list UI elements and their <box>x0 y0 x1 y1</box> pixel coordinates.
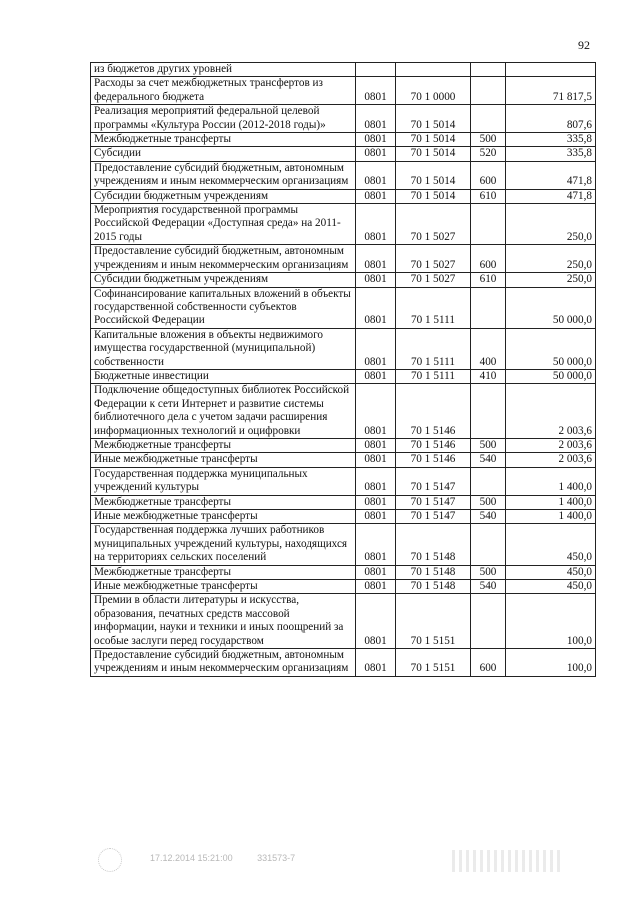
row-amount-cell: 471,8 <box>506 189 596 203</box>
row-target-article-cell: 70 1 5014 <box>396 133 471 147</box>
row-amount-cell: 450,0 <box>506 565 596 579</box>
table-row <box>91 77 596 105</box>
row-section-code-cell: 0801 <box>356 495 396 509</box>
row-amount-cell: 2 003,6 <box>506 453 596 467</box>
registration-stamp <box>98 848 122 872</box>
table-row <box>91 495 596 509</box>
row-section-code-cell: 0801 <box>356 453 396 467</box>
row-name-cell: Межбюджетные трансферты <box>91 438 356 452</box>
row-amount-cell: 450,0 <box>506 580 596 594</box>
row-section-code-cell: 0801 <box>356 565 396 579</box>
row-expense-type-cell: 600 <box>471 161 506 189</box>
row-target-article-cell: 70 1 5146 <box>396 438 471 452</box>
faded-signature-stamp <box>452 850 562 872</box>
row-target-article-cell: 70 1 5111 <box>396 369 471 383</box>
row-expense-type-cell: 410 <box>471 369 506 383</box>
row-expense-type-cell <box>471 105 506 133</box>
row-expense-type-cell <box>471 77 506 105</box>
row-amount-cell: 450,0 <box>506 524 596 565</box>
row-amount-cell <box>506 63 596 77</box>
row-expense-type-cell: 500 <box>471 565 506 579</box>
row-section-code-cell: 0801 <box>356 245 396 273</box>
row-target-article-cell: 70 1 5014 <box>396 161 471 189</box>
table-row <box>91 328 596 369</box>
row-target-article-cell: 70 1 5111 <box>396 328 471 369</box>
row-name-cell: Капитальные вложения в объекты недвижимого имущества государственной (муниципальной) собственности <box>91 328 356 369</box>
row-amount-cell: 335,8 <box>506 147 596 161</box>
row-target-article-cell: 70 1 0000 <box>396 77 471 105</box>
row-name-cell: Иные межбюджетные трансферты <box>91 580 356 594</box>
row-section-code-cell: 0801 <box>356 133 396 147</box>
row-expense-type-cell: 540 <box>471 453 506 467</box>
row-name-cell: Бюджетные инвестиции <box>91 369 356 383</box>
table-row <box>91 63 596 77</box>
row-section-code-cell: 0801 <box>356 369 396 383</box>
row-target-article-cell: 70 1 5147 <box>396 510 471 524</box>
table-row <box>91 287 596 328</box>
row-section-code-cell: 0801 <box>356 580 396 594</box>
row-target-article-cell: 70 1 5111 <box>396 287 471 328</box>
row-amount-cell: 250,0 <box>506 204 596 245</box>
row-name-cell: Реализация мероприятий федеральной целевой программы «Культура России (2012-2018 годы)» <box>91 105 356 133</box>
row-section-code-cell: 0801 <box>356 438 396 452</box>
row-section-code-cell: 0801 <box>356 384 396 439</box>
table-row <box>91 510 596 524</box>
row-name-cell: Межбюджетные трансферты <box>91 565 356 579</box>
row-name-cell: Подключение общедоступных библиотек Российской Федерации к сети Интернет и развитие системы библиотечного дела с учетом задачи расширения информационных технологий и оцифровки <box>91 384 356 439</box>
row-name-cell: Иные межбюджетные трансферты <box>91 453 356 467</box>
table-row <box>91 133 596 147</box>
table-row <box>91 105 596 133</box>
row-name-cell: Межбюджетные трансферты <box>91 495 356 509</box>
row-amount-cell: 1 400,0 <box>506 510 596 524</box>
row-name-cell: Премии в области литературы и искусства, образования, печатных средств массовой информации, науки и техники и иных поощрений за особые заслуги перед государством <box>91 594 356 649</box>
row-name-cell: Государственная поддержка муниципальных учреждений культуры <box>91 467 356 495</box>
row-section-code-cell <box>356 63 396 77</box>
table-row <box>91 161 596 189</box>
table-row <box>91 565 596 579</box>
row-section-code-cell: 0801 <box>356 204 396 245</box>
table-row <box>91 189 596 203</box>
footer-timestamp: 17.12.2014 15:21:00 <box>150 853 233 863</box>
row-expense-type-cell <box>471 204 506 245</box>
row-name-cell: Мероприятия государственной программы Российской Федерации «Доступная среда» на 2011-2015 годы <box>91 204 356 245</box>
row-target-article-cell: 70 1 5147 <box>396 467 471 495</box>
row-expense-type-cell <box>471 384 506 439</box>
table-row <box>91 147 596 161</box>
row-amount-cell: 807,6 <box>506 105 596 133</box>
row-section-code-cell: 0801 <box>356 105 396 133</box>
row-amount-cell: 1 400,0 <box>506 467 596 495</box>
row-expense-type-cell <box>471 287 506 328</box>
table-row <box>91 245 596 273</box>
table-row <box>91 204 596 245</box>
table-row <box>91 438 596 452</box>
row-expense-type-cell: 600 <box>471 245 506 273</box>
row-expense-type-cell: 540 <box>471 580 506 594</box>
row-name-cell: Расходы за счет межбюджетных трансфертов из федерального бюджета <box>91 77 356 105</box>
row-target-article-cell: 70 1 5027 <box>396 245 471 273</box>
row-target-article-cell: 70 1 5014 <box>396 105 471 133</box>
row-amount-cell: 1 400,0 <box>506 495 596 509</box>
row-section-code-cell: 0801 <box>356 328 396 369</box>
row-amount-cell: 50 000,0 <box>506 369 596 383</box>
budget-table-body <box>91 63 596 677</box>
row-name-cell: Софинансирование капитальных вложений в объекты государственной собственности субъектов Российской Федерации <box>91 287 356 328</box>
row-target-article-cell: 70 1 5146 <box>396 453 471 467</box>
table-row <box>91 369 596 383</box>
row-expense-type-cell: 500 <box>471 438 506 452</box>
row-target-article-cell <box>396 63 471 77</box>
row-target-article-cell: 70 1 5027 <box>396 273 471 287</box>
row-expense-type-cell: 400 <box>471 328 506 369</box>
row-section-code-cell: 0801 <box>356 649 396 677</box>
row-amount-cell: 100,0 <box>506 594 596 649</box>
row-amount-cell: 471,8 <box>506 161 596 189</box>
row-target-article-cell: 70 1 5147 <box>396 495 471 509</box>
table-row <box>91 273 596 287</box>
row-amount-cell: 2 003,6 <box>506 384 596 439</box>
row-name-cell: Предоставление субсидий бюджетным, автономным учреждениям и иным некоммерческим организациям <box>91 245 356 273</box>
row-expense-type-cell: 540 <box>471 510 506 524</box>
row-section-code-cell: 0801 <box>356 147 396 161</box>
row-name-cell: Субсидии бюджетным учреждениям <box>91 273 356 287</box>
row-amount-cell: 250,0 <box>506 273 596 287</box>
row-target-article-cell: 70 1 5148 <box>396 524 471 565</box>
row-section-code-cell: 0801 <box>356 161 396 189</box>
row-target-article-cell: 70 1 5151 <box>396 594 471 649</box>
row-section-code-cell: 0801 <box>356 287 396 328</box>
table-row <box>91 384 596 439</box>
row-target-article-cell: 70 1 5148 <box>396 565 471 579</box>
row-target-article-cell: 70 1 5148 <box>396 580 471 594</box>
row-amount-cell: 100,0 <box>506 649 596 677</box>
row-target-article-cell: 70 1 5014 <box>396 189 471 203</box>
row-amount-cell: 250,0 <box>506 245 596 273</box>
row-section-code-cell: 0801 <box>356 189 396 203</box>
row-expense-type-cell: 610 <box>471 189 506 203</box>
table-row <box>91 453 596 467</box>
row-expense-type-cell: 520 <box>471 147 506 161</box>
row-expense-type-cell: 610 <box>471 273 506 287</box>
budget-table <box>90 62 596 677</box>
row-target-article-cell: 70 1 5014 <box>396 147 471 161</box>
row-section-code-cell: 0801 <box>356 594 396 649</box>
row-amount-cell: 50 000,0 <box>506 287 596 328</box>
row-section-code-cell: 0801 <box>356 273 396 287</box>
row-section-code-cell: 0801 <box>356 467 396 495</box>
row-name-cell: Государственная поддержка лучших работников муниципальных учреждений культуры, находящихся на территориях сельских поселений <box>91 524 356 565</box>
row-name-cell: из бюджетов других уровней <box>91 63 356 77</box>
row-amount-cell: 2 003,6 <box>506 438 596 452</box>
row-section-code-cell: 0801 <box>356 524 396 565</box>
row-expense-type-cell <box>471 467 506 495</box>
row-expense-type-cell <box>471 594 506 649</box>
row-name-cell: Межбюджетные трансферты <box>91 133 356 147</box>
row-section-code-cell: 0801 <box>356 510 396 524</box>
row-expense-type-cell: 500 <box>471 495 506 509</box>
table-row <box>91 524 596 565</box>
row-expense-type-cell <box>471 524 506 565</box>
row-name-cell: Предоставление субсидий бюджетным, автономным учреждениям и иным некоммерческим организациям <box>91 161 356 189</box>
row-name-cell: Субсидии <box>91 147 356 161</box>
row-expense-type-cell <box>471 63 506 77</box>
row-target-article-cell: 70 1 5146 <box>396 384 471 439</box>
table-row <box>91 467 596 495</box>
table-row <box>91 649 596 677</box>
row-target-article-cell: 70 1 5027 <box>396 204 471 245</box>
row-section-code-cell: 0801 <box>356 77 396 105</box>
table-row <box>91 580 596 594</box>
row-expense-type-cell: 600 <box>471 649 506 677</box>
row-target-article-cell: 70 1 5151 <box>396 649 471 677</box>
row-name-cell: Субсидии бюджетным учреждениям <box>91 189 356 203</box>
row-expense-type-cell: 500 <box>471 133 506 147</box>
row-amount-cell: 71 817,5 <box>506 77 596 105</box>
page-number: 92 <box>578 38 590 52</box>
row-amount-cell: 50 000,0 <box>506 328 596 369</box>
row-amount-cell: 335,8 <box>506 133 596 147</box>
footer <box>150 853 317 863</box>
table-row <box>91 594 596 649</box>
footer-doc-id: 331573-7 <box>257 853 296 863</box>
row-name-cell: Иные межбюджетные трансферты <box>91 510 356 524</box>
row-name-cell: Предоставление субсидий бюджетным, автономным учреждениям и иным некоммерческим организациям <box>91 649 356 677</box>
